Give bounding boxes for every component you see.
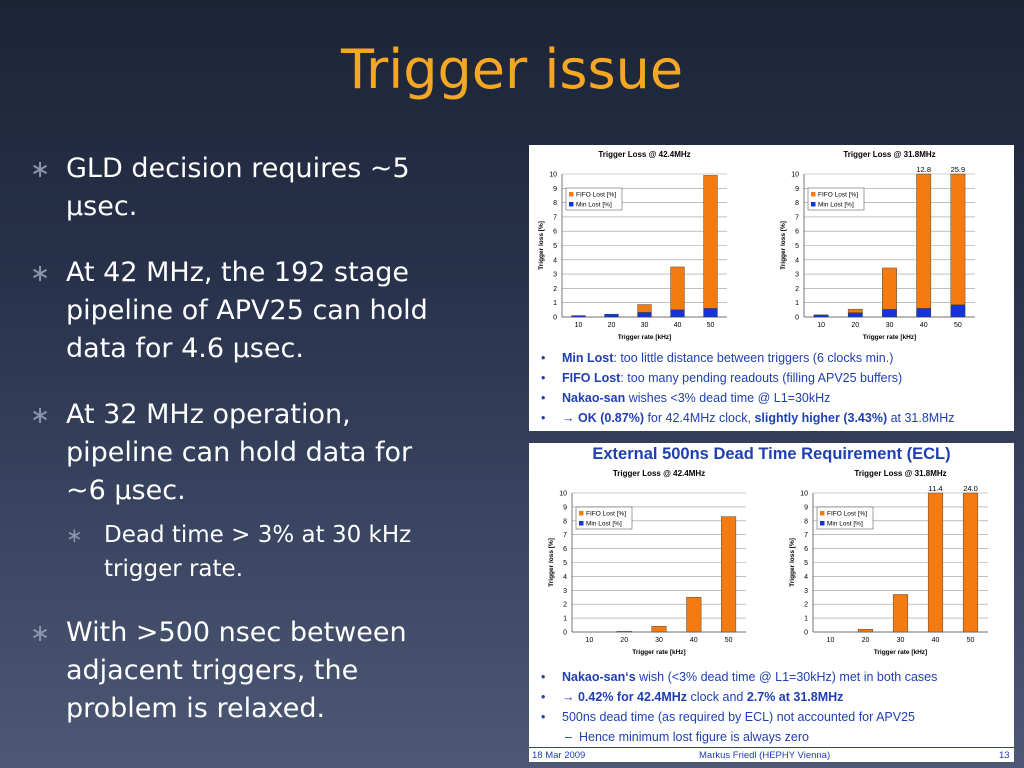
note-item — [529, 348, 1014, 368]
y-tick-label: 6 — [804, 546, 808, 554]
y-tick-label: 8 — [563, 518, 567, 526]
bullet-star-icon: ∗ — [30, 401, 51, 429]
x-tick-label: 40 — [689, 637, 698, 644]
y-axis-label: Trigger loss [%] — [548, 538, 555, 587]
x-tick-label: 10 — [574, 322, 583, 329]
x-tick-label: 50 — [706, 322, 715, 329]
chart-title: Trigger Loss @ 42.4MHz — [612, 469, 706, 478]
legend-label: Min Lost [%] — [818, 201, 854, 209]
bullet-line: At 32 MHz operation, — [66, 399, 351, 430]
bar-segment — [814, 315, 828, 317]
y-tick-label: 1 — [553, 300, 557, 308]
x-tick-label: 30 — [655, 637, 663, 644]
note-term: Nakao-san — [562, 391, 626, 405]
bar-segment — [605, 314, 619, 317]
note-text: wish (<3% dead time @ L1=30kHz) met in both cases — [635, 670, 938, 684]
note-text: wishes <3% dead time @ L1=30kHz — [625, 391, 831, 405]
y-tick-label: 1 — [563, 615, 567, 623]
bar-segment — [848, 313, 862, 317]
note-bullet: • — [541, 411, 546, 425]
legend-swatch — [569, 202, 574, 207]
note-item — [529, 388, 1014, 408]
bullet-line: pipeline can hold data for — [66, 437, 413, 468]
note-bullet: • — [541, 391, 546, 405]
bar-segment — [652, 626, 667, 632]
y-tick-label: 5 — [795, 243, 799, 250]
y-tick-label: 10 — [800, 490, 808, 498]
legend-swatch — [569, 192, 574, 197]
y-tick-label: 5 — [804, 560, 808, 567]
bullet-line: problem is relaxed. — [66, 693, 326, 724]
y-tick-label: 2 — [795, 285, 799, 293]
bar-segment — [963, 493, 978, 632]
footer-author: Markus Friedl (HEPHY Vienna) — [699, 750, 831, 761]
bullet-star-icon: ∗ — [30, 619, 51, 647]
note-bullet: • — [541, 670, 546, 684]
chart-31mhz — [771, 145, 1014, 341]
y-tick-label: 4 — [795, 257, 799, 265]
note-item — [529, 687, 1014, 707]
bullet-line: With >500 nsec between — [66, 617, 407, 648]
chart-42mhz — [529, 145, 771, 341]
y-tick-label: 9 — [563, 504, 567, 512]
x-tick-label: 30 — [885, 322, 894, 329]
legend-label: FIFO Lost [%] — [586, 510, 627, 518]
note-text: for 42.4MHz clock, — [643, 411, 755, 425]
footer-page-number: 13 — [999, 750, 1010, 761]
bullet-line: data for 4.6 μsec. — [66, 333, 304, 364]
note-term: slightly higher (3.43%) — [754, 411, 888, 425]
y-tick-label: 0 — [804, 629, 808, 637]
y-tick-label: 1 — [804, 615, 808, 623]
bar-segment — [617, 631, 632, 632]
y-tick-label: 9 — [553, 185, 557, 193]
bar-segment — [917, 174, 931, 308]
bar-segment — [721, 517, 736, 632]
bar-segment — [572, 316, 586, 317]
x-tick-label: 30 — [640, 322, 649, 329]
y-tick-label: 9 — [795, 185, 799, 193]
note-text: Hence minimum lost figure is always zero — [579, 730, 809, 744]
footer-date: 18 Mar 2009 — [532, 750, 586, 761]
x-tick-label: 50 — [724, 637, 733, 644]
x-tick-label: 10 — [817, 322, 825, 329]
y-tick-label: 8 — [804, 518, 808, 526]
bullet-line: adjacent triggers, the — [66, 655, 359, 686]
data-label: 24.0 — [963, 484, 978, 493]
x-tick-label: 20 — [851, 322, 860, 329]
data-label: 11.4 — [928, 484, 943, 493]
y-tick-label: 7 — [795, 214, 799, 222]
slide-title: Trigger issue — [340, 38, 684, 101]
x-tick-label: 50 — [954, 322, 962, 329]
bullet-line: μsec. — [66, 191, 138, 222]
bar-segment — [951, 305, 965, 317]
y-tick-label: 3 — [795, 271, 799, 279]
y-tick-label: 5 — [563, 560, 567, 567]
data-label: 12.8 — [916, 165, 932, 174]
sub-bullet-line: Dead time > 3% at 30 kHz — [104, 522, 412, 548]
bar-segment — [917, 308, 931, 317]
bar-segment — [638, 305, 652, 313]
bullet-line: GLD decision requires ~5 — [66, 153, 410, 184]
note-subitem — [529, 727, 1014, 747]
legend-label: FIFO Lost [%] — [827, 510, 868, 518]
y-tick-label: 4 — [553, 257, 557, 265]
chart-title: Trigger Loss @ 42.4MHz — [598, 150, 691, 159]
panel-heading: External 500ns Dead Time Requirement (ECL) — [592, 445, 951, 463]
bar-segment — [951, 174, 965, 305]
bullet-item — [30, 396, 500, 586]
note-arrow: → — [562, 690, 578, 704]
note-term: FIFO Lost — [562, 371, 621, 385]
x-axis-label: Trigger rate [kHz] — [862, 334, 917, 341]
x-tick-label: 40 — [919, 322, 928, 329]
bullet-item — [30, 254, 500, 368]
y-tick-label: 2 — [804, 601, 808, 609]
note-bullet: • — [541, 351, 546, 365]
bar-segment — [671, 267, 685, 310]
y-tick-label: 0 — [563, 629, 567, 637]
note-text: : too little distance between triggers (6 clocks min.) — [613, 351, 894, 365]
bullet-line: pipeline of APV25 can hold — [66, 295, 428, 326]
y-tick-label: 3 — [553, 271, 557, 279]
y-tick-label: 9 — [804, 504, 808, 512]
bullet-star-icon: ∗ — [30, 259, 51, 287]
y-axis-label: Trigger loss [%] — [538, 221, 545, 270]
x-tick-label: 20 — [620, 637, 629, 644]
bar-segment — [686, 597, 701, 632]
legend-label: Min Lost [%] — [586, 520, 622, 528]
legend-swatch — [579, 521, 584, 526]
x-axis-label: Trigger rate [kHz] — [617, 334, 672, 341]
bullet-list — [30, 150, 500, 756]
note-text: at 31.8MHz — [887, 411, 955, 425]
legend-swatch — [579, 511, 584, 516]
bullet-star-icon: ∗ — [66, 523, 83, 547]
x-tick-label: 50 — [966, 637, 975, 644]
y-tick-label: 7 — [553, 214, 557, 222]
bullet-item — [30, 614, 500, 728]
y-tick-label: 7 — [563, 532, 567, 540]
y-tick-label: 3 — [563, 587, 567, 595]
bar-segment — [704, 308, 718, 317]
note-text: : too many pending readouts (filling APV25 buffers) — [620, 371, 903, 385]
slide-footer — [529, 747, 1014, 763]
legend-swatch — [811, 202, 816, 207]
panel-notes — [529, 667, 1014, 747]
note-term: Min Lost — [562, 351, 614, 365]
panel-notes — [529, 348, 1014, 428]
y-tick-label: 2 — [563, 601, 567, 609]
bar-segment — [848, 309, 862, 313]
y-tick-label: 6 — [563, 546, 567, 554]
y-tick-label: 8 — [795, 200, 799, 208]
y-axis-label: Trigger loss [%] — [789, 538, 796, 587]
y-tick-label: 10 — [559, 490, 567, 498]
note-bullet: • — [541, 371, 546, 385]
y-tick-label: 10 — [549, 171, 557, 179]
y-axis-label: Trigger loss [%] — [780, 221, 787, 270]
x-tick-label: 10 — [585, 637, 594, 644]
y-tick-label: 5 — [553, 243, 557, 250]
y-tick-label: 3 — [804, 587, 808, 595]
note-bullet: • — [541, 710, 546, 724]
y-tick-label: 2 — [553, 285, 557, 293]
y-tick-label: 10 — [791, 171, 799, 179]
note-item — [529, 408, 1014, 428]
dead-time-panel — [529, 145, 1014, 431]
note-bullet: • — [541, 690, 546, 704]
ecl-requirement-panel — [529, 443, 1014, 762]
bullet-item — [30, 150, 500, 226]
note-item — [529, 707, 1014, 727]
note-item — [529, 368, 1014, 388]
x-tick-label: 10 — [826, 637, 835, 644]
y-tick-label: 6 — [795, 228, 799, 236]
y-tick-label: 0 — [553, 314, 557, 322]
legend-label: FIFO Lost [%] — [818, 191, 859, 199]
chart-title: Trigger Loss @ 31.8MHz — [843, 150, 936, 159]
bar-segment — [882, 268, 896, 309]
chart-31mhz-ecl — [771, 465, 1014, 665]
note-term: 0.42% for 42.4MHz — [577, 690, 688, 704]
legend-label: Min Lost [%] — [576, 201, 612, 209]
x-tick-label: 40 — [931, 637, 940, 644]
y-tick-label: 4 — [804, 573, 808, 581]
legend-swatch — [820, 511, 825, 516]
x-tick-label: 40 — [673, 322, 682, 329]
x-tick-label: 20 — [607, 322, 616, 329]
bar-segment — [671, 310, 685, 317]
bar-segment — [704, 175, 718, 308]
note-term: 2.7% at 31.8MHz — [746, 690, 844, 704]
note-arrow: → — [562, 411, 578, 425]
bar-segment — [893, 594, 908, 632]
bar-segment — [928, 493, 943, 632]
bar-segment — [882, 309, 896, 317]
x-tick-label: 20 — [861, 637, 870, 644]
chart-42mhz-ecl — [529, 465, 771, 665]
note-term: Nakao-san‘s — [562, 670, 636, 684]
bullet-line: ~6 μsec. — [66, 475, 186, 506]
note-text: clock and — [687, 690, 747, 704]
legend-label: FIFO Lost [%] — [576, 191, 617, 199]
bar-segment — [638, 312, 652, 317]
legend-label: Min Lost [%] — [827, 520, 863, 528]
legend-swatch — [820, 521, 825, 526]
y-tick-label: 4 — [563, 573, 567, 581]
y-tick-label: 0 — [795, 314, 799, 322]
y-tick-label: 8 — [553, 200, 557, 208]
bar-segment — [858, 629, 873, 632]
note-dash: – — [565, 730, 572, 744]
bullet-star-icon: ∗ — [30, 155, 51, 183]
x-tick-label: 30 — [896, 637, 905, 644]
note-text: 500ns dead time (as required by ECL) not accounted for APV25 — [562, 710, 915, 724]
x-axis-label: Trigger rate [kHz] — [632, 649, 686, 656]
y-tick-label: 1 — [795, 300, 799, 308]
y-tick-label: 6 — [553, 228, 557, 236]
bullet-line: At 42 MHz, the 192 stage — [66, 257, 409, 288]
data-label: 25.9 — [950, 165, 966, 174]
sub-bullet-item — [66, 518, 500, 586]
chart-title: Trigger Loss @ 31.8MHz — [854, 469, 947, 478]
y-tick-label: 7 — [804, 532, 808, 540]
legend-swatch — [811, 192, 816, 197]
sub-bullet-line: trigger rate. — [104, 556, 244, 582]
note-term: OK (0.87%) — [577, 411, 644, 425]
x-axis-label: Trigger rate [kHz] — [873, 649, 928, 656]
note-item — [529, 667, 1014, 687]
